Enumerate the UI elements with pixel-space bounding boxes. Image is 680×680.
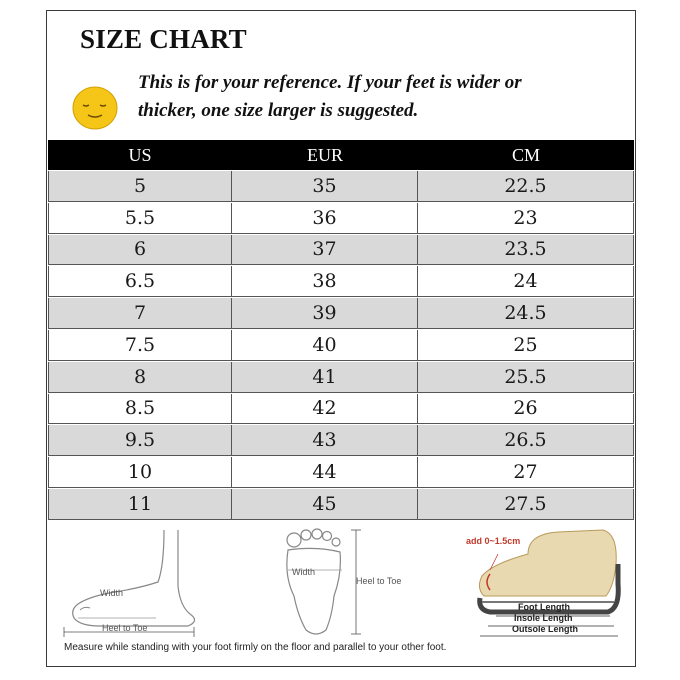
measurement-diagrams (48, 520, 634, 660)
eur-size-cell: 36 (232, 203, 418, 234)
cm-length-cell: 23.5 (418, 235, 634, 266)
eur-size-cell: 38 (232, 266, 418, 297)
top-width-label: Width (292, 567, 316, 577)
table-row (48, 488, 634, 520)
cm-length-cell: 25 (418, 330, 634, 361)
us-size-cell: 5.5 (48, 203, 232, 234)
cm-length-cell: 26 (418, 394, 634, 425)
size-table (48, 140, 634, 520)
reference-note-line-2: thicker, one size larger is suggested. (138, 100, 419, 121)
us-size-cell: 6 (48, 235, 232, 266)
us-size-cell: 8 (48, 362, 232, 393)
allowance-label: add 0~1.5cm (466, 536, 521, 546)
insole-length-label: Insole Length (514, 613, 573, 623)
us-size-cell: 10 (48, 457, 232, 488)
side-width-label: Width (100, 588, 124, 598)
page-title: SIZE CHART (80, 24, 247, 54)
table-row (48, 456, 634, 488)
table-row (48, 329, 634, 361)
table-row (48, 202, 634, 234)
table-row (48, 170, 634, 202)
cm-length-cell: 24.5 (418, 298, 634, 329)
column-header-us: US (128, 144, 152, 165)
table-body (48, 170, 634, 520)
eur-size-cell: 40 (232, 330, 418, 361)
us-size-cell: 9.5 (48, 425, 232, 456)
eur-size-cell: 37 (232, 235, 418, 266)
smiley-icon (70, 84, 120, 132)
foot-length-label: Foot Length (518, 602, 570, 612)
table-row (48, 361, 634, 393)
column-header-cm: CM (511, 144, 540, 165)
reference-note-line-1: This is for your reference. If your feet is wider or (138, 72, 522, 93)
top-length-label: Heel to Toe (356, 576, 402, 586)
us-size-cell: 11 (48, 489, 232, 520)
outsole-length-label: Outsole Length (512, 624, 578, 634)
table-row (48, 234, 634, 266)
us-size-cell: 5 (48, 171, 232, 202)
us-size-cell: 7 (48, 298, 232, 329)
table-row (48, 265, 634, 297)
eur-size-cell: 41 (232, 362, 418, 393)
eur-size-cell: 45 (232, 489, 418, 520)
cm-length-cell: 24 (418, 266, 634, 297)
eur-size-cell: 44 (232, 457, 418, 488)
cm-length-cell: 27 (418, 457, 634, 488)
cm-length-cell: 22.5 (418, 171, 634, 202)
us-size-cell: 6.5 (48, 266, 232, 297)
cm-length-cell: 25.5 (418, 362, 634, 393)
eur-size-cell: 43 (232, 425, 418, 456)
measure-instruction: Measure while standing with your foot firmly on the floor and parallel to your other foot. (64, 642, 447, 653)
table-row (48, 297, 634, 329)
column-header-eur: EUR (307, 144, 343, 165)
eur-size-cell: 42 (232, 394, 418, 425)
us-size-cell: 7.5 (48, 330, 232, 361)
side-length-label: Heel to Toe (102, 623, 148, 633)
cm-length-cell: 27.5 (418, 489, 634, 520)
cm-length-cell: 23 (418, 203, 634, 234)
eur-size-cell: 35 (232, 171, 418, 202)
table-row (48, 424, 634, 456)
table-header (48, 140, 634, 170)
us-size-cell: 8.5 (48, 394, 232, 425)
cm-length-cell: 26.5 (418, 425, 634, 456)
eur-size-cell: 39 (232, 298, 418, 329)
table-row (48, 393, 634, 425)
